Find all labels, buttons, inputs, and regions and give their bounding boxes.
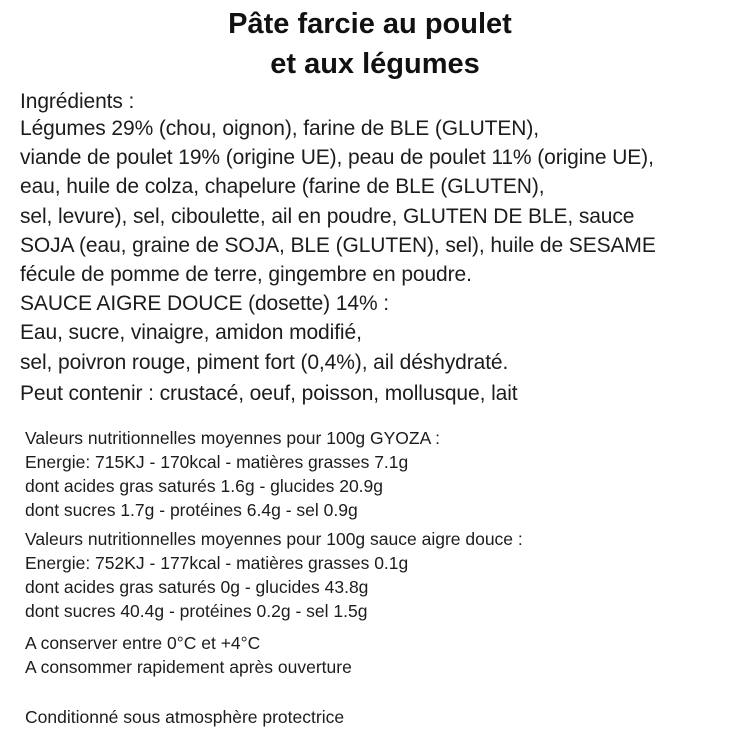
ingredients-heading: Ingrédients : [20, 90, 135, 113]
storage-temperature: A conserver entre 0°C et +4°C [25, 633, 261, 653]
ingredients-line: sel, levure), sel, ciboulette, ail en poudre, GLUTEN DE BLE, sauce [20, 205, 635, 228]
nutrition-sauce-line: Energie: 752KJ - 177kcal - matières grasses 0.1g [25, 553, 409, 573]
nutrition-sauce-line: dont sucres 40.4g - protéines 0.2g - sel 1.5g [25, 601, 368, 621]
storage-after-opening: A consommer rapidement après ouverture [25, 657, 352, 677]
ingredients-line: viande de poulet 19% (origine UE), peau de poulet 11% (origine UE), [20, 146, 654, 169]
allergen-warning: Peut contenir : crustacé, oeuf, poisson, mollusque, lait [20, 382, 518, 405]
ingredients-line: SOJA (eau, graine de SOJA, BLE (GLUTEN), sel), huile de SESAME [20, 234, 656, 257]
ingredients-line: fécule de pomme de terre, gingembre en poudre. [20, 263, 472, 286]
nutrition-sauce-line: dont acides gras saturés 0g - glucides 43.8g [25, 577, 369, 597]
nutrition-gyoza-line: dont acides gras saturés 1.6g - glucides 20.9g [25, 476, 383, 496]
sauce-ingredients-line: sel, poivron rouge, piment fort (0,4%), ail déshydraté. [20, 351, 509, 374]
sauce-heading: SAUCE AIGRE DOUCE (dosette) 14% : [20, 292, 389, 315]
product-title-line-1: Pâte farcie au poulet [228, 8, 512, 40]
packaging-note: Conditionné sous atmosphère protectrice [25, 707, 345, 727]
nutrition-sauce-heading: Valeurs nutritionnelles moyennes pour 100g sauce aigre douce : [25, 529, 523, 549]
sauce-ingredients-line: Eau, sucre, vinaigre, amidon modifié, [20, 321, 362, 344]
nutrition-gyoza-line: Energie: 715KJ - 170kcal - matières grasses 7.1g [25, 452, 409, 472]
ingredients-line: eau, huile de colza, chapelure (farine de BLE (GLUTEN), [20, 175, 545, 198]
nutrition-gyoza-heading: Valeurs nutritionnelles moyennes pour 100g GYOZA : [25, 428, 441, 448]
ingredients-line: Légumes 29% (chou, oignon), farine de BLE (GLUTEN), [20, 117, 539, 140]
nutrition-gyoza-line: dont sucres 1.7g - protéines 6.4g - sel 0.9g [25, 500, 358, 520]
product-title-line-2: et aux légumes [270, 48, 480, 80]
